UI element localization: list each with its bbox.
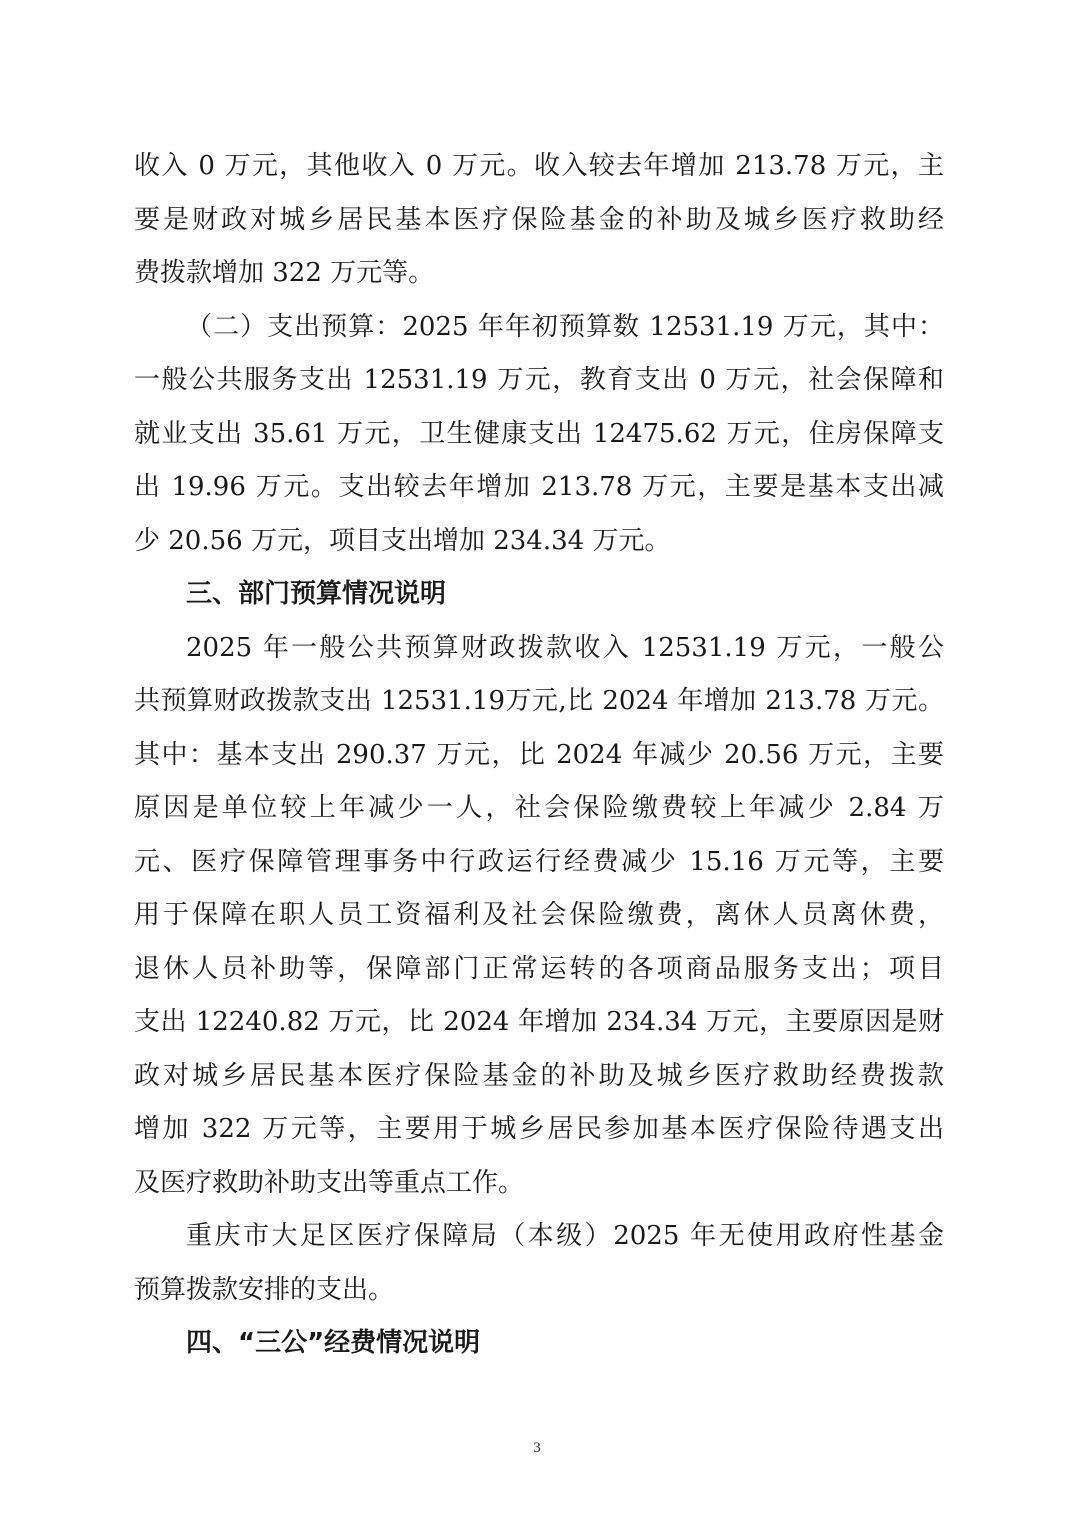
paragraph-line: 出 19.96 万元。支出较去年增加 213.78 万元，主要是基本支出减	[134, 472, 944, 502]
paragraph-line: 要是财政对城乡居民基本医疗保险基金的补助及城乡医疗救助经	[134, 204, 944, 235]
paragraph-line: 预算拨款安排的支出。	[134, 1274, 395, 1305]
paragraph-line: 支出 12240.82 万元，比 2024 年增加 234.34 万元，主要原因是财	[134, 1007, 944, 1037]
paragraph-line: 原因是单位较上年减少一人，社会保险缴费较上年减少 2.84 万	[134, 793, 944, 823]
paragraph-line: 其中：基本支出 290.37 万元，比 2024 年减少 20.56 万元，主要	[134, 739, 944, 770]
paragraph-line: 一般公共服务支出 12531.19 万元，教育支出 0 万元，社会保障和	[134, 365, 944, 395]
paragraph-line: 退休人员补助等，保障部门正常运转的各项商品服务支出；项目	[134, 953, 944, 984]
section-heading: 四、“三公”经费情况说明	[186, 1328, 481, 1358]
paragraph-line: 收入 0 万元，其他收入 0 万元。收入较去年增加 213.78 万元，主	[134, 151, 944, 181]
paragraph-line: 重庆市大足区医疗保障局（本级）2025 年无使用政府性基金	[186, 1221, 944, 1251]
paragraph-line: 2025 年一般公共预算财政拨款收入 12531.19 万元，一般公	[186, 632, 944, 663]
paragraph-line: 少 20.56 万元，项目支出增加 234.34 万元。	[134, 525, 671, 556]
paragraph-line: 用于保障在职人员工资福利及社会保险缴费，离休人员离休费，	[134, 900, 944, 930]
paragraph-line: 就业支出 35.61 万元，卫生健康支出 12475.62 万元，住房保障支	[134, 418, 944, 449]
section-heading: 三、部门预算情况说明	[186, 579, 447, 609]
paragraph-line: （二）支出预算：2025 年年初预算数 12531.19 万元，其中：	[186, 311, 944, 342]
document-body	[134, 140, 944, 1371]
paragraph-line: 元、医疗保障管理事务中行政运行经费减少 15.16 万元等，主要	[134, 846, 944, 877]
page-number: 3	[533, 1440, 541, 1456]
paragraph-line: 费拨款增加 322 万元等。	[134, 258, 435, 288]
paragraph-line: 共预算财政拨款支出 12531.19万元,比 2024 年增加 213.78 万元。	[134, 686, 944, 716]
paragraph-line: 及医疗救助补助支出等重点工作。	[134, 1167, 525, 1198]
paragraph-line: 政对城乡居民基本医疗保险基金的补助及城乡医疗救助经费拨款	[134, 1060, 944, 1091]
paragraph-line: 增加 322 万元等，主要用于城乡居民参加基本医疗保险待遇支出	[134, 1114, 944, 1144]
